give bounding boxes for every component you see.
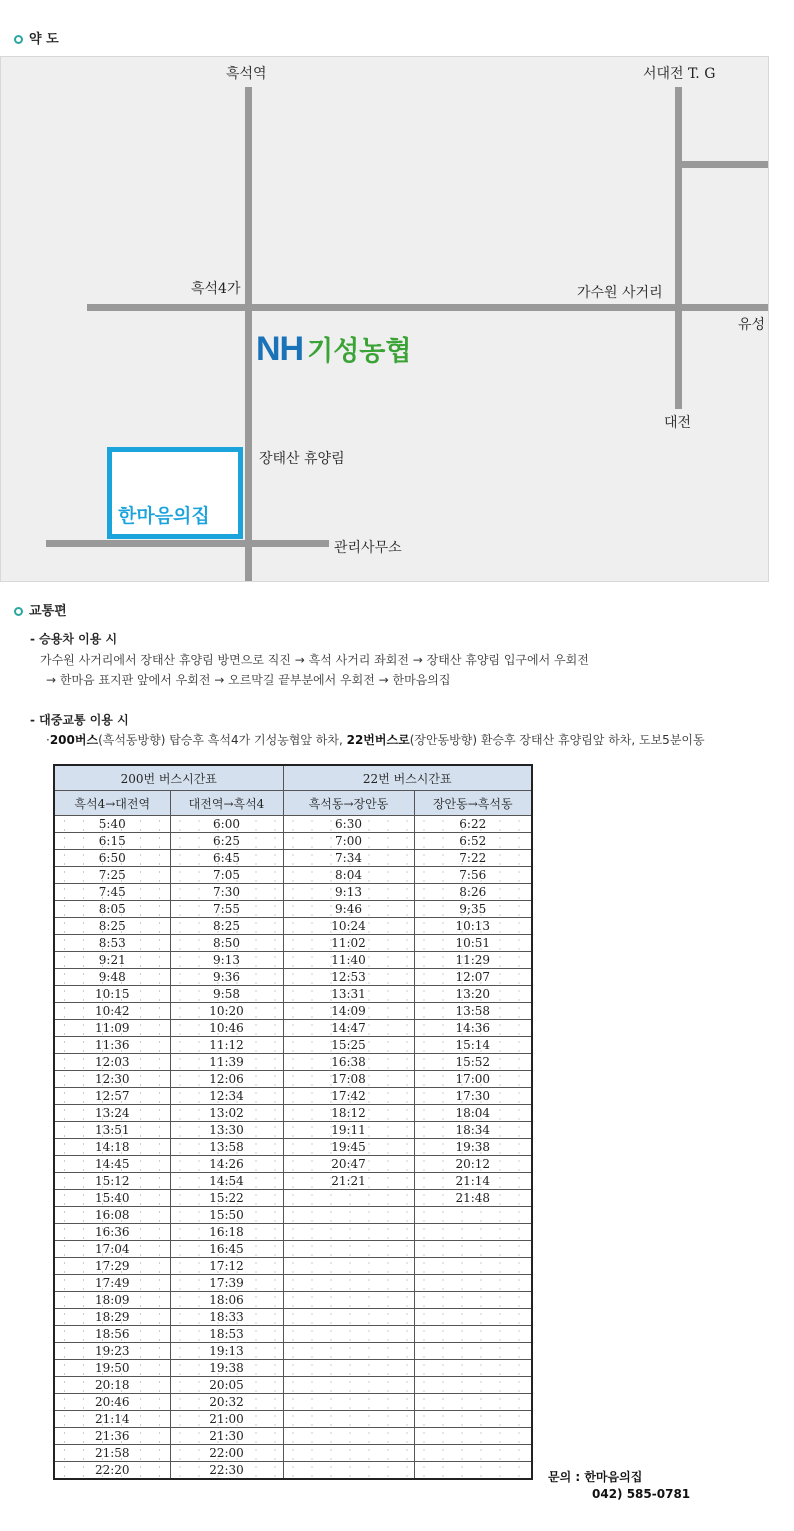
table-row: [54, 1309, 532, 1326]
table-cell: [283, 1377, 414, 1394]
table-cell: 6:45: [170, 850, 283, 867]
table-cell: [414, 1258, 532, 1275]
table-cell: [414, 1343, 532, 1360]
table-cell: 17:39: [170, 1275, 283, 1292]
table-cell: 13:58: [414, 1003, 532, 1020]
table-cell: 10:42: [54, 1003, 170, 1020]
label-jangtaesan: 장태산 휴양림: [259, 451, 345, 467]
table-cell: 11:39: [170, 1054, 283, 1071]
table-row: [54, 1224, 532, 1241]
table-row: [54, 1207, 532, 1224]
table-cell: 15:22: [170, 1190, 283, 1207]
table-cell: 10:13: [414, 918, 532, 935]
table-cell: [414, 1360, 532, 1377]
table-cell: [283, 1343, 414, 1360]
table-cell: 13:58: [170, 1139, 283, 1156]
table-cell: 15:14: [414, 1037, 532, 1054]
table-cell: 21:00: [170, 1411, 283, 1428]
table-cell: [283, 1292, 414, 1309]
table-row: [54, 1343, 532, 1360]
contact-label: 문의 : 한마음의집: [548, 1470, 643, 1484]
table-cell: 8:26: [414, 884, 532, 901]
table-cell: 20:05: [170, 1377, 283, 1394]
table-cell: 14:36: [414, 1020, 532, 1037]
table-row: [54, 833, 532, 850]
table-cell: 6:30: [283, 816, 414, 833]
table-cell: [414, 1275, 532, 1292]
table-cell: 21:48: [414, 1190, 532, 1207]
car-directions-line2: → 한마음 표지판 앞에서 우회전 → 오르막길 끝부분에서 우회전 → 한마음의집: [46, 673, 451, 687]
table-cell: [283, 1411, 414, 1428]
table-cell: 6:15: [54, 833, 170, 850]
nh-logo-mark: NH: [256, 330, 304, 368]
table-cell: 21:58: [54, 1445, 170, 1462]
table-cell: 13:02: [170, 1105, 283, 1122]
label-yuseong: 유성: [738, 317, 766, 333]
label-office: 관리사무소: [334, 540, 402, 556]
table-cell: 20:47: [283, 1156, 414, 1173]
table-cell: 16:45: [170, 1241, 283, 1258]
table-row: [54, 867, 532, 884]
table-cell: 7:55: [170, 901, 283, 918]
table-cell: 15:40: [54, 1190, 170, 1207]
route-map: [0, 56, 769, 582]
table-row: [54, 1054, 532, 1071]
table-cell: 8:05: [54, 901, 170, 918]
public-transit-directions: [46, 731, 705, 748]
road-horizontal-main: [87, 304, 769, 311]
table-cell: 13:51: [54, 1122, 170, 1139]
table-cell: 7:56: [414, 867, 532, 884]
road-horizontal-office: [46, 540, 329, 547]
table-cell: 18:34: [414, 1122, 532, 1139]
table-cell: 20:32: [170, 1394, 283, 1411]
table-cell: 12:53: [283, 969, 414, 986]
table-cell: [283, 1190, 414, 1207]
label-daejeon: 대전: [664, 415, 692, 431]
table-cell: 6:25: [170, 833, 283, 850]
column-header: 흑석동→장안동: [283, 791, 414, 816]
car-heading: - 승용차 이용 시: [30, 632, 118, 646]
column-header: 흑석4→대전역: [54, 791, 170, 816]
table-row: [54, 1275, 532, 1292]
car-directions-line1: 가수원 사거리에서 장태산 휴양림 방면으로 직진 → 흑석 사거리 좌회전 → 장태산 휴양림 입구에서 우회전: [40, 653, 589, 667]
table-cell: 15:25: [283, 1037, 414, 1054]
table-cell: 22:30: [170, 1462, 283, 1480]
road-vertical-heukseok: [245, 87, 252, 582]
table-cell: 7:34: [283, 850, 414, 867]
directions-dot: ·: [46, 733, 50, 747]
contact-phone: 042) 585-0781: [592, 1487, 691, 1501]
table-cell: [283, 1462, 414, 1480]
table-row: [54, 1292, 532, 1309]
table-cell: 18:33: [170, 1309, 283, 1326]
table-cell: 17:30: [414, 1088, 532, 1105]
label-seodaejeon-tg: 서대전 T. G: [643, 66, 716, 82]
table-cell: 18:09: [54, 1292, 170, 1309]
table-row: [54, 1428, 532, 1445]
table-cell: 7:45: [54, 884, 170, 901]
table-cell: 22:00: [170, 1445, 283, 1462]
table-cell: [414, 1309, 532, 1326]
table-row: [54, 1173, 532, 1190]
table-cell: 14:54: [170, 1173, 283, 1190]
table-cell: 8:04: [283, 867, 414, 884]
table-cell: 11:29: [414, 952, 532, 969]
table-cell: [283, 1241, 414, 1258]
bus-22-label: 22번버스로: [346, 733, 410, 747]
table-cell: 19:38: [170, 1360, 283, 1377]
table-row: [54, 1003, 532, 1020]
table-row: [54, 1105, 532, 1122]
table-cell: 18:04: [414, 1105, 532, 1122]
table-row: [54, 1445, 532, 1462]
table-cell: 10:15: [54, 986, 170, 1003]
timetable-group-22: 22번 버스시간표: [283, 765, 532, 791]
table-cell: 11:02: [283, 935, 414, 952]
timetable-group-200: 200번 버스시간표: [54, 765, 283, 791]
table-cell: 19:11: [283, 1122, 414, 1139]
directions-part1: (흑석동방향) 탑승후 흑석4가 기성농협앞 하차,: [98, 733, 347, 747]
table-row: [54, 1326, 532, 1343]
table-cell: [283, 1360, 414, 1377]
transit-section-heading: [14, 600, 67, 619]
table-row: [54, 1190, 532, 1207]
table-cell: 14:18: [54, 1139, 170, 1156]
table-cell: 18:12: [283, 1105, 414, 1122]
public-transit-heading: - 대중교통 이용 시: [30, 713, 129, 727]
table-cell: 17:49: [54, 1275, 170, 1292]
table-cell: 12:30: [54, 1071, 170, 1088]
table-row: [54, 1122, 532, 1139]
table-cell: 9:46: [283, 901, 414, 918]
table-cell: 20:12: [414, 1156, 532, 1173]
table-cell: 8:25: [170, 918, 283, 935]
table-cell: 19:50: [54, 1360, 170, 1377]
table-cell: 11:09: [54, 1020, 170, 1037]
table-row: [54, 1088, 532, 1105]
table-cell: [414, 1292, 532, 1309]
table-cell: 8:50: [170, 935, 283, 952]
table-cell: [283, 1258, 414, 1275]
timetable-body: [54, 816, 532, 1480]
table-cell: 21:36: [54, 1428, 170, 1445]
table-cell: 7:00: [283, 833, 414, 850]
table-cell: 8:53: [54, 935, 170, 952]
nh-logo-name: 기성농협: [307, 336, 412, 366]
table-cell: 19:13: [170, 1343, 283, 1360]
table-cell: [414, 1377, 532, 1394]
table-cell: 18:56: [54, 1326, 170, 1343]
table-cell: 6:52: [414, 833, 532, 850]
table-cell: 9:48: [54, 969, 170, 986]
bullet-icon: [14, 35, 23, 44]
table-row: [54, 935, 532, 952]
table-cell: 8:25: [54, 918, 170, 935]
table-cell: 18:29: [54, 1309, 170, 1326]
table-cell: [414, 1207, 532, 1224]
table-cell: 16:08: [54, 1207, 170, 1224]
bus-200-label: 200버스: [49, 733, 99, 747]
table-cell: 6:00: [170, 816, 283, 833]
map-section-title: 약 도: [29, 32, 59, 47]
table-cell: 14:47: [283, 1020, 414, 1037]
table-cell: [414, 1445, 532, 1462]
table-cell: 17:12: [170, 1258, 283, 1275]
table-cell: 9:58: [170, 986, 283, 1003]
table-cell: [283, 1207, 414, 1224]
table-row: [54, 884, 532, 901]
table-cell: [414, 1241, 532, 1258]
table-cell: 17:42: [283, 1088, 414, 1105]
table-cell: 20:18: [54, 1377, 170, 1394]
table-row: [54, 1241, 532, 1258]
table-cell: 12:06: [170, 1071, 283, 1088]
table-cell: 12:57: [54, 1088, 170, 1105]
table-cell: 19:38: [414, 1139, 532, 1156]
table-row: [54, 1258, 532, 1275]
table-cell: 17:08: [283, 1071, 414, 1088]
table-cell: 9;35: [414, 901, 532, 918]
table-cell: 13:30: [170, 1122, 283, 1139]
table-row: [54, 850, 532, 867]
table-cell: [414, 1326, 532, 1343]
table-cell: 20:46: [54, 1394, 170, 1411]
table-row: [54, 1139, 532, 1156]
table-cell: 14:09: [283, 1003, 414, 1020]
table-row: [54, 1377, 532, 1394]
table-cell: [283, 1309, 414, 1326]
table-cell: 10:24: [283, 918, 414, 935]
table-cell: [283, 1445, 414, 1462]
table-cell: 9:21: [54, 952, 170, 969]
table-row: [54, 1020, 532, 1037]
table-cell: 16:36: [54, 1224, 170, 1241]
table-cell: 15:50: [170, 1207, 283, 1224]
directions-part2: (장안동방향) 환승후 장태산 휴양림앞 하차, 도보5분이동: [409, 733, 705, 747]
table-cell: 7:22: [414, 850, 532, 867]
table-cell: 22:20: [54, 1462, 170, 1480]
table-cell: 19:45: [283, 1139, 414, 1156]
table-cell: 16:38: [283, 1054, 414, 1071]
table-row: [54, 952, 532, 969]
table-cell: 12:03: [54, 1054, 170, 1071]
bullet-icon: [14, 607, 23, 616]
table-cell: 15:52: [414, 1054, 532, 1071]
table-cell: 7:05: [170, 867, 283, 884]
table-cell: 7:30: [170, 884, 283, 901]
road-vertical-daejeon: [675, 87, 682, 409]
table-cell: [414, 1428, 532, 1445]
table-cell: 18:53: [170, 1326, 283, 1343]
table-cell: [283, 1326, 414, 1343]
table-cell: 6:50: [54, 850, 170, 867]
table-row: [54, 1156, 532, 1173]
table-row: [54, 918, 532, 935]
table-cell: 10:20: [170, 1003, 283, 1020]
table-cell: [283, 1428, 414, 1445]
table-cell: 7:25: [54, 867, 170, 884]
table-row: [54, 1037, 532, 1054]
table-cell: [414, 1394, 532, 1411]
table-cell: 6:22: [414, 816, 532, 833]
table-row: [54, 1071, 532, 1088]
table-cell: 18:06: [170, 1292, 283, 1309]
destination-label: 한마음의집: [118, 505, 210, 527]
destination-box: [107, 447, 243, 539]
table-cell: [283, 1275, 414, 1292]
table-cell: 5:40: [54, 816, 170, 833]
table-cell: 9:13: [283, 884, 414, 901]
table-cell: 14:45: [54, 1156, 170, 1173]
table-cell: 21:14: [54, 1411, 170, 1428]
bus-timetable: [53, 764, 533, 1480]
table-cell: [414, 1462, 532, 1480]
table-row: [54, 816, 532, 833]
table-cell: 17:00: [414, 1071, 532, 1088]
table-cell: 21:30: [170, 1428, 283, 1445]
table-row: [54, 1394, 532, 1411]
column-header: 대전역→흑석4: [170, 791, 283, 816]
table-row: [54, 1360, 532, 1377]
table-cell: 12:34: [170, 1088, 283, 1105]
table-cell: [283, 1224, 414, 1241]
table-row: [54, 986, 532, 1003]
table-cell: 13:20: [414, 986, 532, 1003]
table-cell: 11:12: [170, 1037, 283, 1054]
map-section-heading: [14, 28, 59, 47]
table-cell: 16:18: [170, 1224, 283, 1241]
table-row: [54, 969, 532, 986]
table-cell: 17:29: [54, 1258, 170, 1275]
table-row: [54, 901, 532, 918]
transit-section-title: 교통편: [29, 604, 67, 619]
table-cell: 11:36: [54, 1037, 170, 1054]
label-heukseok-station: 흑석역: [226, 66, 267, 82]
table-cell: 17:04: [54, 1241, 170, 1258]
table-cell: 12:07: [414, 969, 532, 986]
column-header: 장안동→흑석동: [414, 791, 532, 816]
table-cell: [283, 1394, 414, 1411]
table-cell: 19:23: [54, 1343, 170, 1360]
table-cell: 21:14: [414, 1173, 532, 1190]
table-cell: 10:46: [170, 1020, 283, 1037]
table-cell: 10:51: [414, 935, 532, 952]
table-cell: [414, 1411, 532, 1428]
nh-logo: [256, 329, 411, 369]
table-cell: 14:26: [170, 1156, 283, 1173]
table-row: [54, 1462, 532, 1480]
table-cell: 9:36: [170, 969, 283, 986]
table-cell: 13:31: [283, 986, 414, 1003]
table-row: [54, 1411, 532, 1428]
table-cell: 21:21: [283, 1173, 414, 1190]
table-cell: 15:12: [54, 1173, 170, 1190]
label-gasuwon: 가수원 사거리: [577, 285, 663, 301]
label-heukseok4ga: 흑석4가: [191, 281, 241, 297]
road-branch-seodaejeon: [682, 161, 769, 168]
table-cell: [414, 1224, 532, 1241]
table-cell: 13:24: [54, 1105, 170, 1122]
table-cell: 11:40: [283, 952, 414, 969]
table-cell: 9:13: [170, 952, 283, 969]
